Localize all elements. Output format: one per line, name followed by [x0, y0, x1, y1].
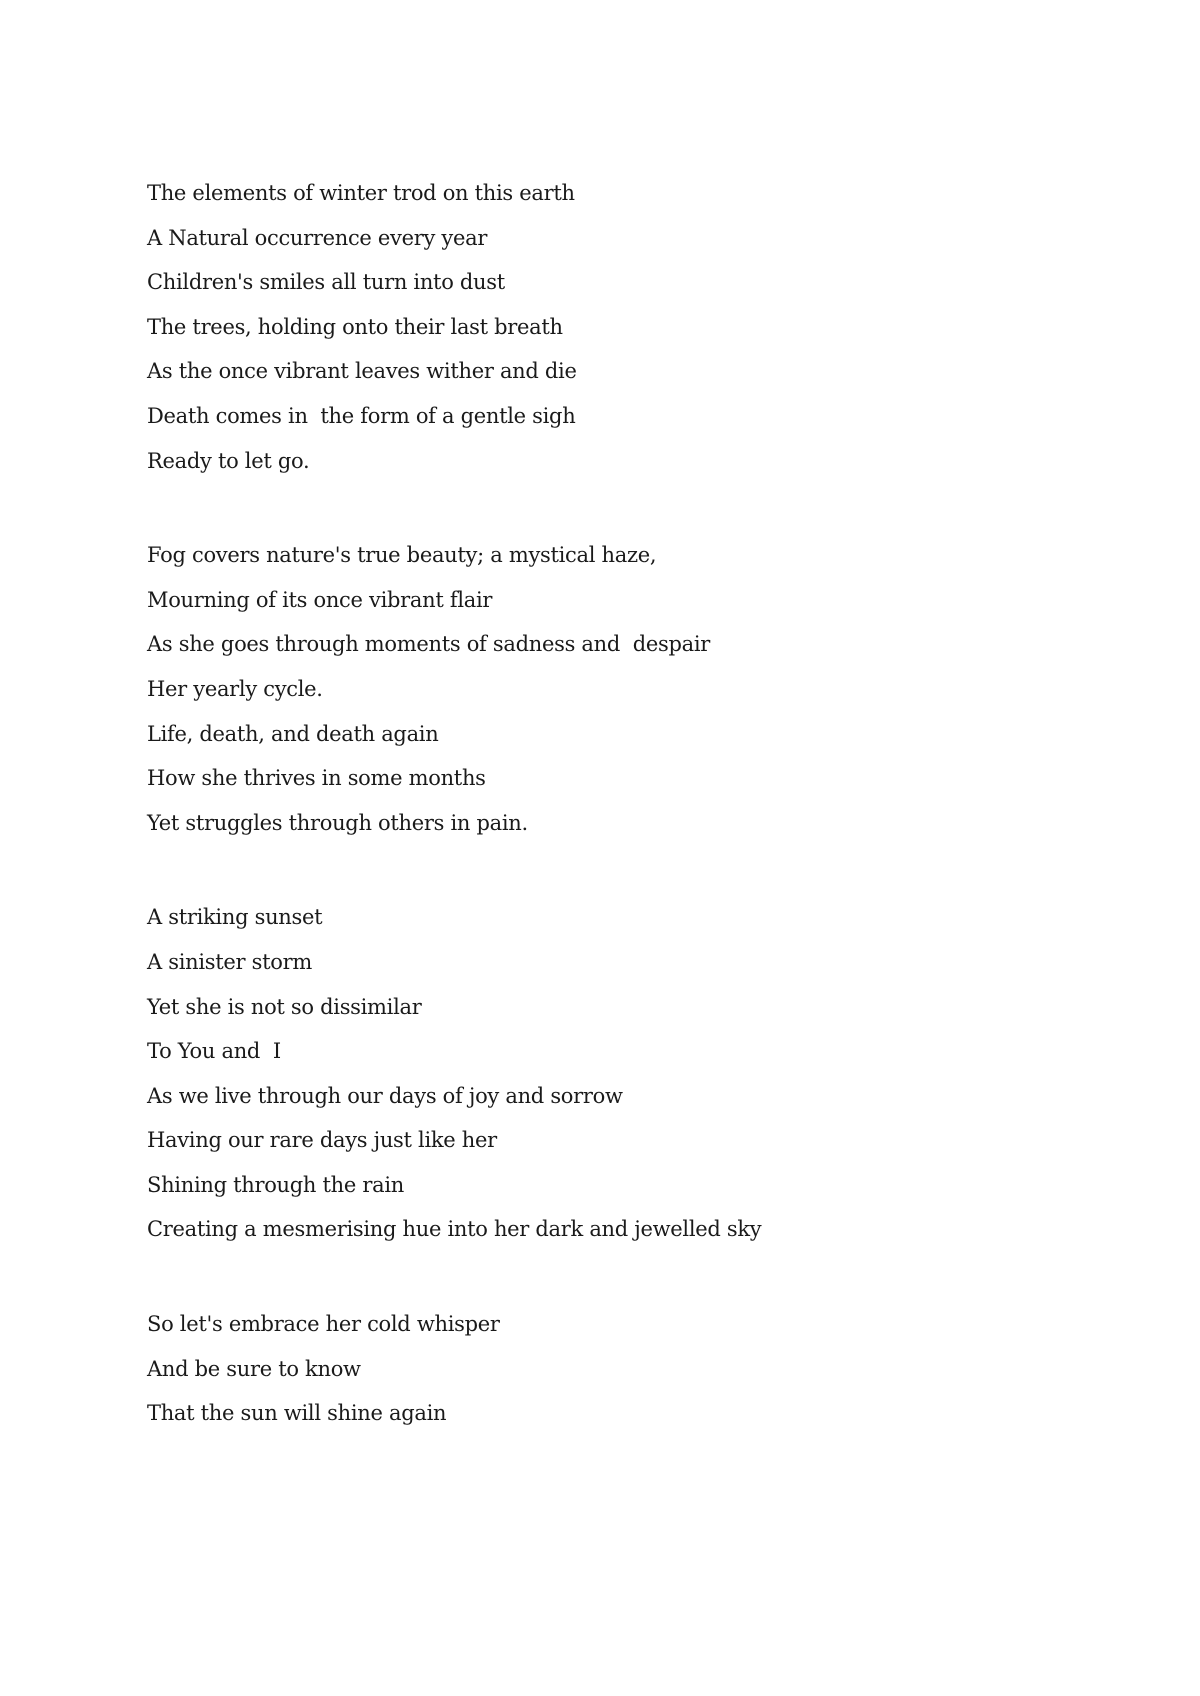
poem-line: Having our rare days just like her [147, 1128, 497, 1153]
stanza-2 [147, 544, 1047, 856]
poem-line: Yet struggles through others in pain. [147, 810, 528, 835]
poem-line: Shining through the rain [147, 1172, 404, 1197]
poem-line: A sinister storm [147, 949, 312, 974]
stanza-1 [147, 182, 1047, 494]
poem-line: Yet she is not so dissimilar [147, 994, 422, 1019]
stanza-4 [147, 1313, 1047, 1447]
poem-line: The trees, holding onto their last breath [147, 314, 563, 339]
poem-line: A Natural occurrence every year [147, 225, 488, 250]
poem-line: The elements of winter trod on this earth [147, 181, 575, 205]
stanza-3 [147, 906, 1047, 1263]
poem-line: As she goes through moments of sadness and despair [147, 632, 711, 657]
poem-line: Fog covers nature's true beauty; a mystical haze, [147, 543, 657, 568]
poem-line: As the once vibrant leaves wither and die [147, 359, 577, 384]
poem-line: How she thrives in some months [147, 766, 486, 791]
poem-line: A striking sunset [147, 905, 323, 930]
poem-line: To You and I [147, 1039, 281, 1064]
poem-line: Her yearly cycle. [147, 676, 323, 701]
poem [147, 182, 1047, 1447]
poem-line: Mourning of its once vibrant flair [147, 587, 493, 612]
poem-line: So let's embrace her cold whisper [147, 1312, 500, 1337]
poem-line: Life, death, and death again [147, 721, 439, 746]
poem-line: Death comes in the form of a gentle sigh [147, 403, 576, 428]
poem-line: As we live through our days of joy and sorrow [147, 1083, 623, 1108]
poem-line: That the sun will shine again [147, 1401, 447, 1426]
poem-line: Ready to let go. [147, 448, 310, 473]
poem-line: And be sure to know [147, 1356, 361, 1381]
poem-line: Children's smiles all turn into dust [147, 270, 505, 295]
poem-line: Creating a mesmerising hue into her dark and jewelled sky [147, 1217, 762, 1242]
